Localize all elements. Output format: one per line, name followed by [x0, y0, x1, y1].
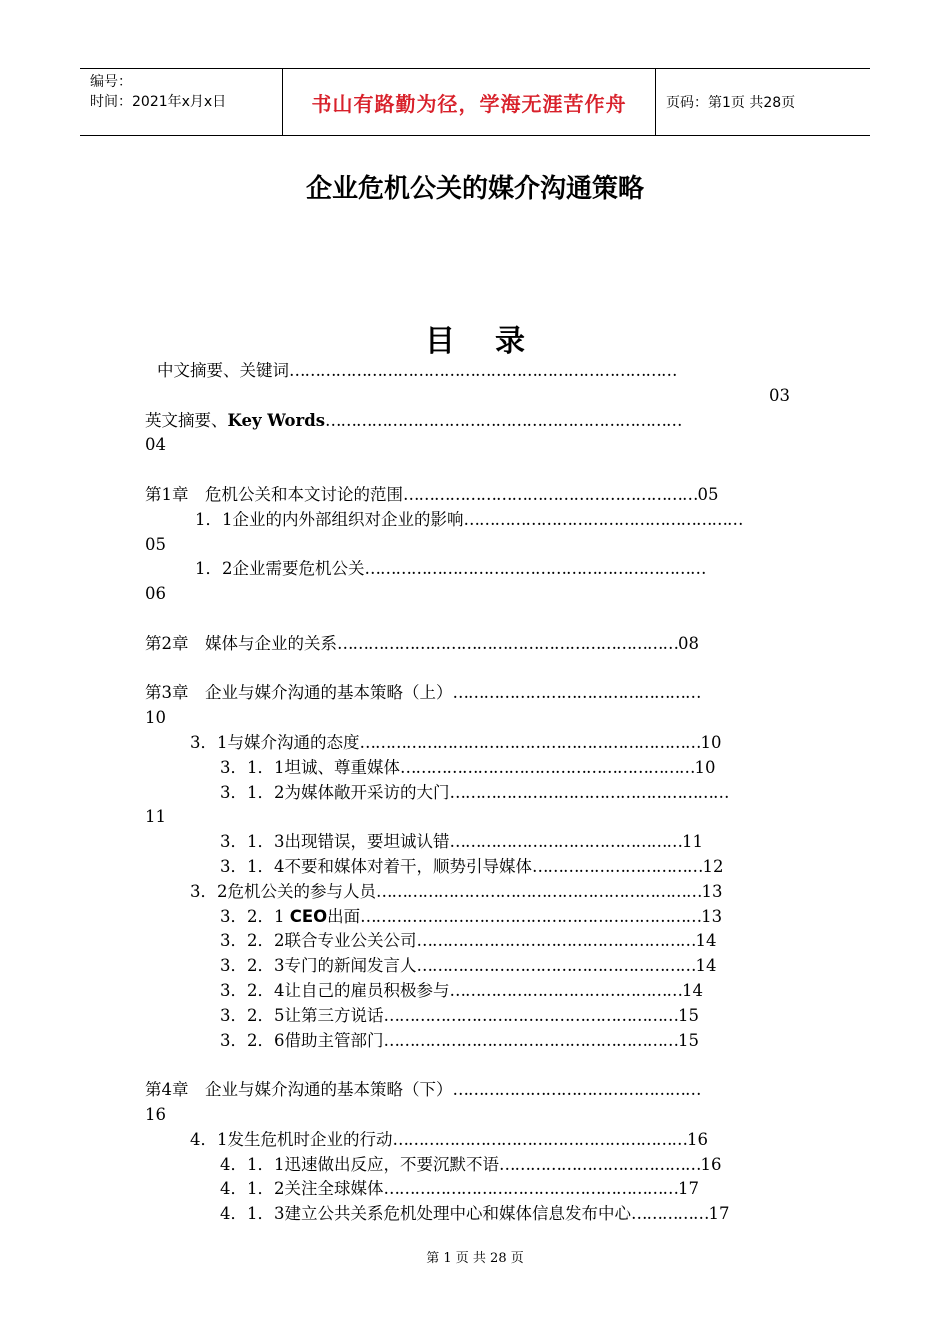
toc-entry[interactable]: 3．1．2为媒体敞开采访的大门………………………………………………: [220, 782, 729, 802]
toc-page-number: 04: [145, 435, 166, 455]
toc-page-number: 03: [769, 385, 790, 405]
page-header: [80, 68, 870, 136]
toc-entry[interactable]: 3．2．3专门的新闻发言人………………………………………………14: [220, 956, 717, 976]
toc-page-number: 05: [145, 534, 166, 554]
toc-entry[interactable]: 1．2企业需要危机公关…………………………………………………………: [195, 559, 706, 579]
toc-entry[interactable]: 4．1发生危机时企业的行动…………………………………………………16: [190, 1129, 708, 1149]
toc-entry[interactable]: 中文摘要、关键词…………………………………………………………………: [157, 361, 677, 380]
header-meta: [80, 69, 282, 135]
toc-entry[interactable]: 第2章 媒体与企业的关系…………………………………………………………08: [145, 633, 699, 653]
toc-entry[interactable]: 4．1．2关注全球媒体…………………………………………………17: [220, 1179, 699, 1199]
time-label: 时间：2021年x月x日: [90, 94, 227, 110]
toc-page-number: 06: [145, 584, 166, 604]
toc-entry[interactable]: 第3章 企业与媒介沟通的基本策略（上）…………………………………………: [145, 683, 701, 703]
header-page-info: 页码：第1页 共28页: [666, 95, 796, 111]
toc-entry[interactable]: 3．2危机公关的参与人员………………………………………………………13: [190, 881, 723, 901]
toc-entry[interactable]: 3．1．4不要和媒体对着干，顺势引导媒体……………………………12: [220, 856, 724, 876]
toc-entry[interactable]: 4．1．3建立公共关系危机处理中心和媒体信息发布中心……………17: [220, 1204, 730, 1224]
toc-entry[interactable]: 4．1．1迅速做出反应，不要沉默不语…………………………………16: [220, 1154, 722, 1174]
toc-entry[interactable]: 英文摘要、Key Words……………………………………………………………: [145, 410, 682, 430]
toc-entry[interactable]: 第4章 企业与媒介沟通的基本策略（下）…………………………………………: [145, 1080, 701, 1100]
toc-entry[interactable]: 3．2．2联合专业公关公司………………………………………………14: [220, 931, 717, 951]
toc-page-number: 16: [145, 1104, 166, 1124]
toc-entry[interactable]: 3．2．4让自己的雇员积极参与………………………………………14: [220, 980, 703, 1000]
page-footer: 第 1 页 共 28 页: [426, 1251, 524, 1266]
toc-entry[interactable]: 3．1．1坦诚、尊重媒体…………………………………………………10: [220, 757, 716, 777]
toc-entry[interactable]: 3．2．6借助主管部门…………………………………………………15: [220, 1030, 699, 1050]
toc-page-number: 10: [145, 708, 166, 728]
toc-entry[interactable]: 3．2．1 CEO出面…………………………………………………………13: [220, 906, 723, 926]
toc-entry[interactable]: 1．1企业的内外部组织对企业的影响………………………………………………: [195, 509, 743, 529]
toc-entry[interactable]: 第1章 危机公关和本文讨论的范围…………………………………………………05: [145, 484, 719, 504]
toc-entry[interactable]: 3．2．5让第三方说话…………………………………………………15: [220, 1005, 699, 1025]
toc-title: 目录: [425, 324, 565, 359]
toc-entry[interactable]: 3．1．3出现错误，要坦诚认错………………………………………11: [220, 832, 703, 852]
number-label: 编号：: [90, 74, 132, 90]
toc-entry[interactable]: 3．1与媒介沟通的态度…………………………………………………………10: [190, 732, 722, 752]
document-title: 企业危机公关的媒介沟通策略: [305, 174, 644, 204]
toc-page-number: 11: [145, 807, 166, 827]
header-motto: 书山有路勤为径，学海无涯苦作舟: [282, 69, 656, 135]
table-of-contents: [145, 359, 810, 1227]
